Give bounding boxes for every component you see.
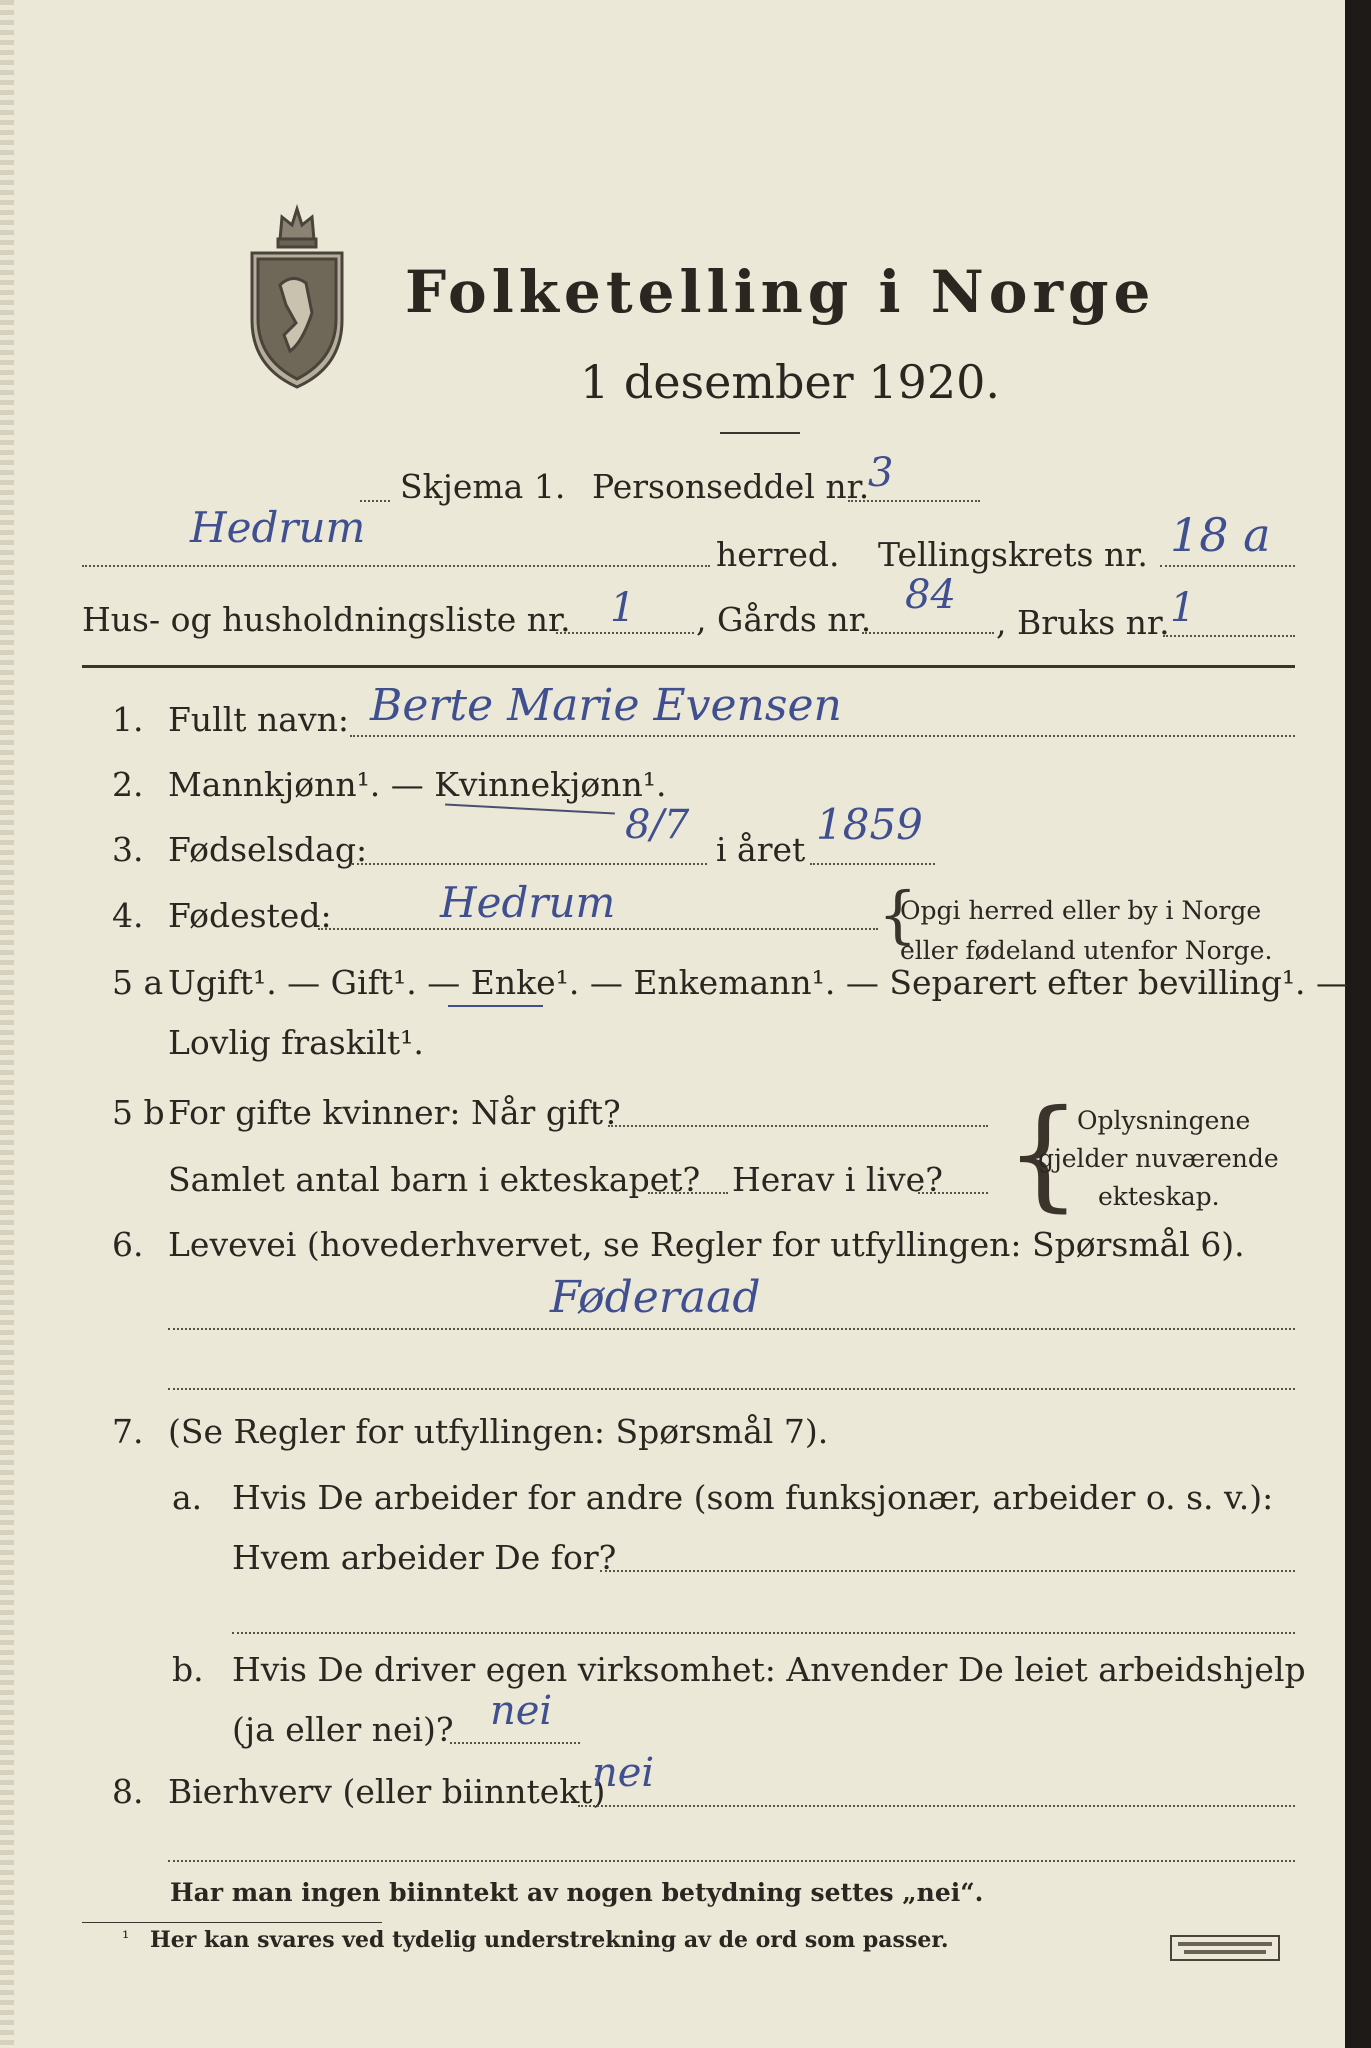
q5a-line-1: Ugift¹. — Gift¹. — Enke¹. — Enkemann¹. — Separert efter bevilling¹. —	[168, 963, 1350, 1002]
q5b-married-line	[608, 1125, 988, 1127]
q4-label: Fødested:	[168, 896, 332, 935]
q2-label: Mannkjønn¹. — Kvinnekjønn¹.	[168, 765, 667, 804]
herred-line	[82, 565, 710, 567]
herred-label: herred.	[716, 535, 840, 574]
bruks-line	[1163, 635, 1295, 637]
gards-value[interactable]: 84	[905, 572, 956, 618]
footnote-text: Her kan svares ved tydelig understrekning av de ord som passer.	[150, 1927, 949, 1953]
tellingskrets-value[interactable]: 18 a	[1170, 508, 1271, 562]
q8-label: Bierhverv (eller biinntekt)	[168, 1772, 606, 1811]
census-date: 1 desember 1920.	[580, 355, 1000, 409]
hus-line	[556, 632, 694, 634]
q7a-employer-line-2	[232, 1632, 1295, 1634]
q4-number: 4.	[112, 896, 144, 935]
gards-label: , Gårds nr.	[696, 600, 872, 639]
q5b-alive-line	[918, 1192, 988, 1194]
personseddel-label: Personseddel nr.	[592, 467, 870, 506]
q3-strike-stroke	[445, 804, 615, 815]
q1-label: Fullt navn:	[168, 700, 349, 739]
q5b-brace: {	[1005, 1085, 1082, 1224]
coat-of-arms-icon	[240, 195, 355, 395]
q2-number: 2.	[112, 765, 144, 804]
q5b-note-2: gjelder nuværende	[1038, 1144, 1279, 1173]
q5a-number: 5 a	[112, 963, 164, 1002]
q4-note-1: Opgi herred eller by i Norge	[900, 896, 1262, 925]
side-income-value[interactable]: nei	[592, 1750, 655, 1796]
q3-day-line	[352, 863, 707, 865]
q4-line	[318, 928, 878, 930]
q3-number: 3.	[112, 830, 144, 869]
header-divider	[82, 665, 1295, 668]
q3-label: Fødselsdag:	[168, 830, 368, 869]
q7b-line-1: Hvis De driver egen virksomhet: Anvender De leiet arbeidshjelp	[232, 1650, 1306, 1689]
birth-day-value[interactable]: 8/7	[625, 802, 690, 848]
q7a-employer-line	[600, 1570, 1295, 1572]
q7a-line-2: Hvem arbeider De for?	[232, 1538, 617, 1577]
bruks-label: , Bruks nr.	[996, 603, 1170, 642]
birthplace-value[interactable]: Hedrum	[440, 878, 616, 927]
q5b-note-1: Oplysningene	[1077, 1106, 1251, 1135]
q1-number: 1.	[112, 700, 144, 739]
q8-line-2	[168, 1860, 1295, 1862]
q7-number: 7.	[112, 1412, 144, 1451]
q5b-number: 5 b	[112, 1093, 165, 1132]
form-title: Folketelling i Norge	[405, 258, 1156, 326]
enke-underline	[448, 1005, 543, 1007]
q4-note-2: eller fødeland utenfor Norge.	[900, 936, 1273, 965]
q5b-note-3: ekteskap.	[1098, 1182, 1220, 1211]
q5b-children-line	[648, 1192, 728, 1194]
q6-line-2	[168, 1388, 1295, 1390]
q3-year-line	[810, 863, 935, 865]
schema-lead-line	[360, 500, 390, 502]
bruks-value[interactable]: 1	[1170, 585, 1196, 631]
birth-year-value[interactable]: 1859	[816, 800, 923, 849]
tellingskrets-line	[1160, 565, 1295, 567]
q7-label: (Se Regler for utfyllingen: Spørsmål 7).	[168, 1412, 829, 1451]
q5a-line-2: Lovlig fraskilt¹.	[168, 1023, 424, 1062]
scan-edge	[1345, 0, 1371, 2048]
personseddel-line	[848, 500, 980, 502]
occupation-value[interactable]: Føderaad	[550, 1272, 761, 1323]
q6-label: Levevei (hovederhvervet, se Regler for utfyllingen: Spørsmål 6).	[168, 1225, 1245, 1264]
q5b-line-1: For gifte kvinner: Når gift?	[168, 1093, 621, 1132]
q7b-line-2: (ja eller nei)?	[232, 1710, 454, 1749]
gards-line	[862, 632, 994, 634]
q8-number: 8.	[112, 1772, 144, 1811]
q7a-letter: a.	[172, 1478, 203, 1517]
hus-label: Hus- og husholdningsliste nr.	[82, 600, 571, 639]
q6-line-1	[168, 1328, 1295, 1330]
q5b-alive-label: Herav i live?	[732, 1160, 943, 1199]
q7b-letter: b.	[172, 1650, 204, 1689]
footnote-divider	[82, 1922, 382, 1923]
hired-help-value[interactable]: nei	[490, 1688, 553, 1734]
q7a-line-1: Hvis De arbeider for andre (som funksjonær, arbeider o. s. v.):	[232, 1478, 1274, 1517]
title-divider	[720, 432, 800, 434]
personseddel-value[interactable]: 3	[868, 450, 894, 496]
q8-line-1	[578, 1805, 1295, 1807]
tellingskrets-label: Tellingskrets nr.	[878, 535, 1148, 574]
full-name-value[interactable]: Berte Marie Evensen	[370, 680, 842, 731]
q1-line	[350, 735, 1295, 737]
hus-value[interactable]: 1	[610, 585, 636, 631]
q4-brace: {	[878, 878, 918, 951]
bottom-note: Har man ingen biinntekt av nogen betydning settes „nei“.	[170, 1878, 984, 1907]
schema-label: Skjema 1.	[400, 467, 566, 506]
q3-year-label: i året	[716, 830, 806, 869]
herred-value[interactable]: Hedrum	[190, 503, 366, 552]
footnote-mark: ¹	[122, 1928, 130, 1949]
printer-stamp-icon	[1170, 1935, 1280, 1961]
perforated-edge	[0, 0, 14, 2048]
q6-number: 6.	[112, 1225, 144, 1264]
q7b-line	[450, 1742, 580, 1744]
q5b-children-label: Samlet antal barn i ekteskapet?	[168, 1160, 701, 1199]
